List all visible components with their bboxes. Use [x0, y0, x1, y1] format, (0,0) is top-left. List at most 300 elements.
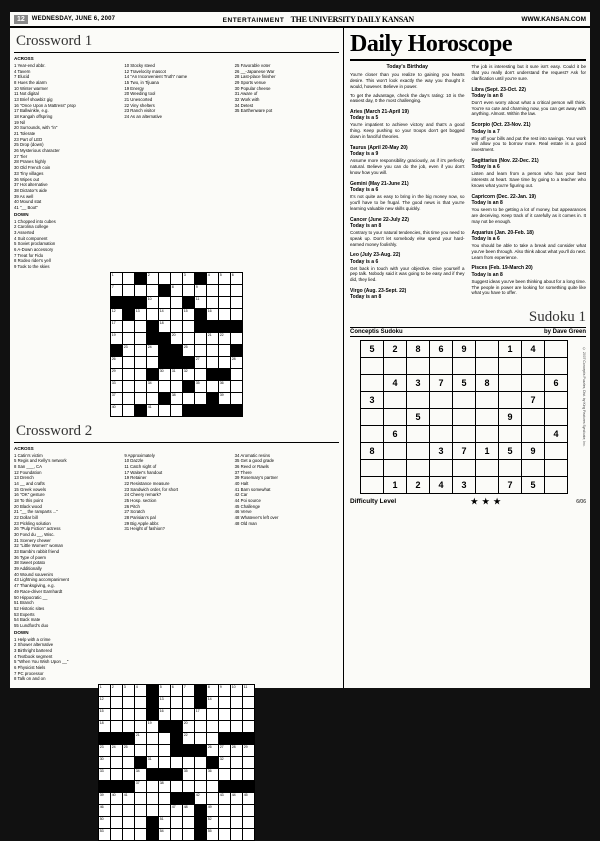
grid-cell[interactable]	[135, 780, 147, 792]
grid-cell[interactable]	[111, 744, 123, 756]
grid-cell[interactable]	[183, 392, 195, 404]
grid-cell[interactable]	[219, 344, 231, 356]
grid-cell[interactable]	[207, 380, 219, 392]
grid-cell[interactable]	[183, 732, 195, 744]
grid-cell[interactable]	[183, 308, 195, 320]
grid-cell[interactable]	[219, 380, 231, 392]
grid-cell[interactable]	[171, 332, 183, 344]
grid-cell[interactable]	[195, 720, 207, 732]
sudoku-cell[interactable]	[361, 477, 384, 494]
grid-cell[interactable]	[219, 392, 231, 404]
sudoku-cell[interactable]	[522, 358, 545, 375]
grid-cell[interactable]	[171, 708, 183, 720]
grid-cell[interactable]	[171, 756, 183, 768]
grid-cell[interactable]	[123, 816, 135, 828]
grid-cell[interactable]	[171, 404, 183, 416]
grid-cell[interactable]	[219, 816, 231, 828]
sudoku-cell[interactable]	[545, 358, 568, 375]
grid-cell[interactable]	[231, 768, 243, 780]
grid-cell[interactable]	[123, 344, 135, 356]
grid-cell[interactable]	[135, 828, 147, 840]
crossword2-grid[interactable]	[98, 684, 255, 841]
grid-cell[interactable]	[183, 828, 195, 840]
grid-cell[interactable]	[135, 284, 147, 296]
grid-cell[interactable]	[147, 356, 159, 368]
grid-cell[interactable]	[243, 744, 255, 756]
grid-cell[interactable]	[111, 720, 123, 732]
sudoku-cell[interactable]: 3	[407, 375, 430, 392]
sudoku-cell[interactable]: 6	[384, 426, 407, 443]
grid-cell[interactable]	[207, 356, 219, 368]
sudoku-cell[interactable]	[361, 375, 384, 392]
grid-cell[interactable]	[147, 732, 159, 744]
grid-cell[interactable]	[243, 768, 255, 780]
sudoku-cell[interactable]: 8	[476, 375, 499, 392]
grid-cell[interactable]	[171, 308, 183, 320]
grid-cell[interactable]	[159, 780, 171, 792]
sudoku-cell[interactable]	[361, 460, 384, 477]
grid-cell[interactable]	[159, 804, 171, 816]
sudoku-cell[interactable]	[522, 375, 545, 392]
grid-cell[interactable]	[147, 344, 159, 356]
grid-cell[interactable]	[219, 284, 231, 296]
sudoku-cell[interactable]	[430, 358, 453, 375]
sudoku-cell[interactable]	[499, 375, 522, 392]
grid-cell[interactable]	[111, 392, 123, 404]
sudoku-cell[interactable]	[407, 358, 430, 375]
grid-cell[interactable]	[231, 756, 243, 768]
sudoku-cell[interactable]	[361, 358, 384, 375]
sudoku-cell[interactable]	[545, 460, 568, 477]
grid-cell[interactable]	[195, 792, 207, 804]
grid-cell[interactable]	[123, 744, 135, 756]
grid-cell[interactable]	[219, 804, 231, 816]
grid-cell[interactable]	[171, 828, 183, 840]
sudoku-cell[interactable]	[476, 392, 499, 409]
sudoku-cell[interactable]: 5	[407, 409, 430, 426]
sudoku-cell[interactable]: 2	[384, 341, 407, 358]
grid-cell[interactable]	[171, 380, 183, 392]
grid-cell[interactable]	[183, 684, 195, 696]
grid-cell[interactable]	[147, 780, 159, 792]
sudoku-cell[interactable]	[384, 409, 407, 426]
grid-cell[interactable]	[183, 368, 195, 380]
grid-cell[interactable]	[195, 380, 207, 392]
grid-cell[interactable]	[159, 816, 171, 828]
grid-cell[interactable]	[147, 380, 159, 392]
grid-cell[interactable]	[135, 356, 147, 368]
sudoku-cell[interactable]	[407, 443, 430, 460]
grid-cell[interactable]	[135, 708, 147, 720]
grid-cell[interactable]	[219, 768, 231, 780]
grid-cell[interactable]	[135, 308, 147, 320]
grid-cell[interactable]	[207, 780, 219, 792]
grid-cell[interactable]	[231, 816, 243, 828]
grid-cell[interactable]	[207, 308, 219, 320]
grid-cell[interactable]	[159, 744, 171, 756]
sudoku-cell[interactable]	[361, 409, 384, 426]
grid-cell[interactable]	[135, 804, 147, 816]
grid-cell[interactable]	[147, 756, 159, 768]
grid-cell[interactable]	[207, 708, 219, 720]
grid-cell[interactable]	[111, 696, 123, 708]
grid-cell[interactable]	[195, 732, 207, 744]
grid-cell[interactable]	[195, 344, 207, 356]
grid-cell[interactable]	[219, 708, 231, 720]
sudoku-cell[interactable]	[407, 426, 430, 443]
grid-cell[interactable]	[123, 696, 135, 708]
grid-cell[interactable]	[111, 804, 123, 816]
grid-cell[interactable]	[171, 816, 183, 828]
grid-cell[interactable]	[159, 296, 171, 308]
grid-cell[interactable]	[135, 720, 147, 732]
grid-cell[interactable]	[147, 804, 159, 816]
grid-cell[interactable]	[207, 744, 219, 756]
grid-cell[interactable]	[123, 368, 135, 380]
grid-cell[interactable]	[99, 696, 111, 708]
grid-cell[interactable]	[231, 828, 243, 840]
sudoku-cell[interactable]: 4	[545, 426, 568, 443]
grid-cell[interactable]	[219, 308, 231, 320]
grid-cell[interactable]	[123, 284, 135, 296]
grid-cell[interactable]	[195, 392, 207, 404]
grid-cell[interactable]	[99, 744, 111, 756]
grid-cell[interactable]	[159, 272, 171, 284]
sudoku-cell[interactable]: 5	[499, 443, 522, 460]
grid-cell[interactable]	[135, 816, 147, 828]
grid-cell[interactable]	[231, 696, 243, 708]
sudoku-cell[interactable]	[453, 409, 476, 426]
grid-cell[interactable]	[147, 404, 159, 416]
grid-cell[interactable]	[147, 308, 159, 320]
grid-cell[interactable]	[231, 272, 243, 284]
grid-cell[interactable]	[231, 356, 243, 368]
grid-cell[interactable]	[159, 404, 171, 416]
grid-cell[interactable]	[183, 284, 195, 296]
sudoku-cell[interactable]: 9	[453, 341, 476, 358]
grid-cell[interactable]	[231, 720, 243, 732]
crossword1-grid[interactable]	[110, 272, 243, 417]
grid-cell[interactable]	[231, 792, 243, 804]
grid-cell[interactable]	[159, 696, 171, 708]
grid-cell[interactable]	[147, 296, 159, 308]
grid-cell[interactable]	[159, 756, 171, 768]
grid-cell[interactable]	[159, 380, 171, 392]
sudoku-cell[interactable]: 1	[384, 477, 407, 494]
grid-cell[interactable]	[243, 756, 255, 768]
sudoku-cell[interactable]: 7	[453, 443, 476, 460]
sudoku-cell[interactable]	[453, 392, 476, 409]
sudoku-cell[interactable]	[430, 460, 453, 477]
grid-cell[interactable]	[171, 804, 183, 816]
grid-cell[interactable]	[171, 392, 183, 404]
grid-cell[interactable]	[147, 744, 159, 756]
grid-cell[interactable]	[111, 756, 123, 768]
grid-cell[interactable]	[231, 392, 243, 404]
grid-cell[interactable]	[123, 792, 135, 804]
grid-cell[interactable]	[243, 804, 255, 816]
sudoku-cell[interactable]	[407, 392, 430, 409]
sudoku-cell[interactable]: 3	[361, 392, 384, 409]
grid-cell[interactable]	[111, 368, 123, 380]
grid-cell[interactable]	[135, 684, 147, 696]
sudoku-cell[interactable]	[476, 341, 499, 358]
grid-cell[interactable]	[147, 392, 159, 404]
grid-cell[interactable]	[99, 816, 111, 828]
grid-cell[interactable]	[243, 828, 255, 840]
grid-cell[interactable]	[99, 768, 111, 780]
sudoku-grid[interactable]	[360, 340, 568, 494]
sudoku-cell[interactable]	[430, 392, 453, 409]
sudoku-cell[interactable]	[407, 460, 430, 477]
grid-cell[interactable]	[111, 768, 123, 780]
sudoku-cell[interactable]: 4	[430, 477, 453, 494]
grid-cell[interactable]	[123, 684, 135, 696]
grid-cell[interactable]	[159, 684, 171, 696]
grid-cell[interactable]	[207, 272, 219, 284]
grid-cell[interactable]	[231, 368, 243, 380]
grid-cell[interactable]	[183, 708, 195, 720]
grid-cell[interactable]	[123, 272, 135, 284]
grid-cell[interactable]	[123, 320, 135, 332]
sudoku-cell[interactable]: 5	[361, 341, 384, 358]
grid-cell[interactable]	[99, 720, 111, 732]
grid-cell[interactable]	[171, 296, 183, 308]
grid-cell[interactable]	[231, 284, 243, 296]
grid-cell[interactable]	[111, 332, 123, 344]
grid-cell[interactable]	[243, 720, 255, 732]
sudoku-cell[interactable]: 9	[499, 409, 522, 426]
sudoku-cell[interactable]: 1	[476, 443, 499, 460]
sudoku-cell[interactable]: 6	[545, 375, 568, 392]
sudoku-cell[interactable]	[476, 460, 499, 477]
grid-cell[interactable]	[231, 296, 243, 308]
sudoku-cell[interactable]	[545, 409, 568, 426]
sudoku-cell[interactable]	[453, 460, 476, 477]
grid-cell[interactable]	[195, 780, 207, 792]
grid-cell[interactable]	[207, 684, 219, 696]
sudoku-cell[interactable]	[499, 392, 522, 409]
grid-cell[interactable]	[123, 720, 135, 732]
sudoku-cell[interactable]	[545, 477, 568, 494]
sudoku-cell[interactable]: 9	[522, 443, 545, 460]
grid-cell[interactable]	[207, 792, 219, 804]
sudoku-cell[interactable]	[384, 358, 407, 375]
sudoku-cell[interactable]	[384, 443, 407, 460]
grid-cell[interactable]	[159, 708, 171, 720]
grid-cell[interactable]	[123, 804, 135, 816]
grid-cell[interactable]	[171, 320, 183, 332]
sudoku-cell[interactable]: 4	[522, 341, 545, 358]
grid-cell[interactable]	[159, 308, 171, 320]
grid-cell[interactable]	[123, 356, 135, 368]
grid-cell[interactable]	[183, 720, 195, 732]
grid-cell[interactable]	[207, 344, 219, 356]
sudoku-cell[interactable]: 1	[499, 341, 522, 358]
grid-cell[interactable]	[111, 308, 123, 320]
grid-cell[interactable]	[219, 792, 231, 804]
sudoku-cell[interactable]: 4	[384, 375, 407, 392]
grid-cell[interactable]	[243, 816, 255, 828]
grid-cell[interactable]	[123, 756, 135, 768]
grid-cell[interactable]	[123, 708, 135, 720]
grid-cell[interactable]	[99, 708, 111, 720]
grid-cell[interactable]	[183, 804, 195, 816]
grid-cell[interactable]	[123, 404, 135, 416]
grid-cell[interactable]	[219, 696, 231, 708]
sudoku-cell[interactable]	[453, 358, 476, 375]
sudoku-cell[interactable]	[522, 460, 545, 477]
sudoku-cell[interactable]	[522, 409, 545, 426]
grid-cell[interactable]	[231, 332, 243, 344]
grid-cell[interactable]	[123, 332, 135, 344]
sudoku-cell[interactable]	[430, 426, 453, 443]
grid-cell[interactable]	[111, 828, 123, 840]
sudoku-cell[interactable]: 8	[361, 443, 384, 460]
grid-cell[interactable]	[195, 296, 207, 308]
grid-cell[interactable]	[219, 744, 231, 756]
grid-cell[interactable]	[219, 356, 231, 368]
sudoku-cell[interactable]: 7	[499, 477, 522, 494]
sudoku-cell[interactable]: 5	[453, 375, 476, 392]
grid-cell[interactable]	[183, 272, 195, 284]
grid-cell[interactable]	[111, 708, 123, 720]
grid-cell[interactable]	[159, 368, 171, 380]
grid-cell[interactable]	[207, 284, 219, 296]
grid-cell[interactable]	[231, 804, 243, 816]
sudoku-cell[interactable]: 7	[430, 375, 453, 392]
grid-cell[interactable]	[135, 696, 147, 708]
grid-cell[interactable]	[207, 804, 219, 816]
sudoku-cell[interactable]	[545, 392, 568, 409]
grid-cell[interactable]	[99, 684, 111, 696]
grid-cell[interactable]	[123, 392, 135, 404]
grid-cell[interactable]	[219, 272, 231, 284]
sudoku-cell[interactable]: 2	[407, 477, 430, 494]
grid-cell[interactable]	[243, 708, 255, 720]
grid-cell[interactable]	[171, 272, 183, 284]
grid-cell[interactable]	[147, 792, 159, 804]
grid-cell[interactable]	[135, 320, 147, 332]
grid-cell[interactable]	[99, 828, 111, 840]
grid-cell[interactable]	[195, 356, 207, 368]
sudoku-cell[interactable]: 6	[430, 341, 453, 358]
sudoku-cell[interactable]	[384, 392, 407, 409]
grid-cell[interactable]	[171, 368, 183, 380]
grid-cell[interactable]	[135, 332, 147, 344]
grid-cell[interactable]	[135, 792, 147, 804]
grid-cell[interactable]	[111, 792, 123, 804]
grid-cell[interactable]	[171, 780, 183, 792]
grid-cell[interactable]	[135, 392, 147, 404]
grid-cell[interactable]	[231, 308, 243, 320]
grid-cell[interactable]	[111, 380, 123, 392]
sudoku-cell[interactable]	[545, 443, 568, 460]
sudoku-cell[interactable]	[476, 426, 499, 443]
sudoku-cell[interactable]	[476, 358, 499, 375]
grid-cell[interactable]	[219, 332, 231, 344]
grid-cell[interactable]	[243, 696, 255, 708]
grid-cell[interactable]	[135, 732, 147, 744]
grid-cell[interactable]	[123, 828, 135, 840]
grid-cell[interactable]	[231, 684, 243, 696]
grid-cell[interactable]	[159, 828, 171, 840]
sudoku-cell[interactable]	[499, 460, 522, 477]
grid-cell[interactable]	[123, 380, 135, 392]
grid-cell[interactable]	[183, 780, 195, 792]
sudoku-cell[interactable]	[361, 426, 384, 443]
grid-cell[interactable]	[195, 284, 207, 296]
sudoku-cell[interactable]	[545, 341, 568, 358]
grid-cell[interactable]	[135, 744, 147, 756]
grid-cell[interactable]	[207, 732, 219, 744]
grid-cell[interactable]	[207, 296, 219, 308]
grid-cell[interactable]	[207, 696, 219, 708]
grid-cell[interactable]	[171, 684, 183, 696]
grid-cell[interactable]	[111, 272, 123, 284]
grid-cell[interactable]	[195, 708, 207, 720]
grid-cell[interactable]	[111, 404, 123, 416]
grid-cell[interactable]	[219, 296, 231, 308]
grid-cell[interactable]	[123, 768, 135, 780]
sudoku-cell[interactable]	[499, 426, 522, 443]
sudoku-cell[interactable]: 8	[407, 341, 430, 358]
sudoku-cell[interactable]: 3	[430, 443, 453, 460]
grid-cell[interactable]	[135, 368, 147, 380]
grid-cell[interactable]	[171, 696, 183, 708]
grid-cell[interactable]	[159, 320, 171, 332]
grid-cell[interactable]	[195, 756, 207, 768]
sudoku-cell[interactable]	[476, 477, 499, 494]
grid-cell[interactable]	[135, 768, 147, 780]
grid-cell[interactable]	[159, 792, 171, 804]
grid-cell[interactable]	[183, 768, 195, 780]
sudoku-cell[interactable]	[499, 358, 522, 375]
grid-cell[interactable]	[183, 320, 195, 332]
grid-cell[interactable]	[135, 380, 147, 392]
sudoku-cell[interactable]: 3	[453, 477, 476, 494]
grid-cell[interactable]	[111, 356, 123, 368]
grid-cell[interactable]	[183, 332, 195, 344]
grid-cell[interactable]	[207, 720, 219, 732]
grid-cell[interactable]	[231, 380, 243, 392]
sudoku-cell[interactable]	[476, 409, 499, 426]
grid-cell[interactable]	[111, 816, 123, 828]
grid-cell[interactable]	[183, 344, 195, 356]
grid-cell[interactable]	[219, 756, 231, 768]
grid-cell[interactable]	[147, 284, 159, 296]
grid-cell[interactable]	[111, 284, 123, 296]
grid-cell[interactable]	[207, 828, 219, 840]
grid-cell[interactable]	[111, 320, 123, 332]
sudoku-cell[interactable]	[430, 409, 453, 426]
grid-cell[interactable]	[243, 792, 255, 804]
sudoku-cell[interactable]: 5	[522, 477, 545, 494]
grid-cell[interactable]	[207, 332, 219, 344]
grid-cell[interactable]	[99, 804, 111, 816]
grid-cell[interactable]	[219, 828, 231, 840]
grid-cell[interactable]	[147, 272, 159, 284]
grid-cell[interactable]	[147, 720, 159, 732]
sudoku-cell[interactable]	[384, 460, 407, 477]
grid-cell[interactable]	[99, 756, 111, 768]
grid-cell[interactable]	[135, 344, 147, 356]
grid-cell[interactable]	[219, 684, 231, 696]
sudoku-cell[interactable]	[453, 426, 476, 443]
sudoku-cell[interactable]: 7	[522, 392, 545, 409]
grid-cell[interactable]	[171, 284, 183, 296]
grid-cell[interactable]	[111, 684, 123, 696]
